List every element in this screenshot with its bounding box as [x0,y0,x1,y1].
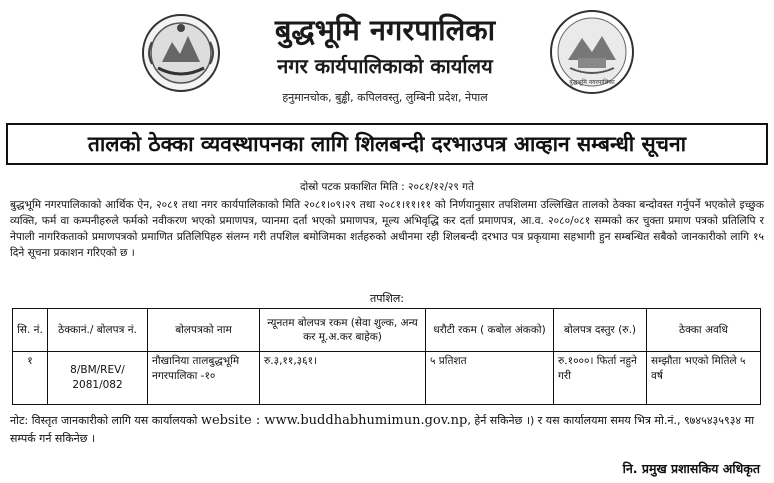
col-contract-no: ठेक्कानं./ बोलपत्र नं. [48,309,148,352]
notice-body: बुद्धभूमि नगरपालिकाको आर्थिक ऐन, २०८१ तथा नगर कार्यपालिकाको मिति २०८१।०९।२९ तथा २०८१।११।११ को निर्णयानुसार तपशिलमा उल्लिखित तालको ठेक्का बन्दोवस्त गर्नुपर्ने भएकोले इच्छुक व्यक्ति, फर्म वा कम्पनीहरुले फर्मको नवीकरण भएको प्रमाणपत्र, प्यानमा दर्ता भएको प्रमाणपत्र, मूल्य अभिवृद्धि कर दर्ता प्रमाणपत्र, आ.व. २०८०/०८१ सम्मको कर चुक्ता प्रमाण पत्रको प्रतिलिपि र नेपाली नागरिकताको प्रमाणपत्रको प्रमाणित प्रतिलिपिहरु संलग्न गरी तपशिल बमोजिमका शर्तहरुको अधीनमा रही शिलबन्दी दरभाउ पत्र प्रकृयामा सहभागी हुन सम्बन्धित सबैको जानकारीको लागि १५ दिने सूचना प्रकाशन गरिएको छ । [10,199,764,259]
cell-bid-name: नौखानिया तालबुद्धभूमि नगरपालिका -१० [148,352,260,405]
col-serial: सि. नं. [13,309,48,352]
office-name: नगर कार्यपालिकाको कार्यालय [277,54,493,78]
letterhead [0,0,774,120]
municipality-seal-icon [548,8,636,96]
republish-date: दोस्रो पटक प्रकाशित मिति : २०८१/१२/२९ गते [299,181,475,193]
note-suffix: , हेर्न सकिनेछ ।) र यस कार्यालयमा समय भित्र मो.नं., ९७४५४३५९३४ मा सम्पर्क गर्न सकिनेछ । [10,414,755,445]
tender-table [12,308,761,405]
col-bid-fee: बोलपत्र दस्तुर (रु.) [554,309,647,352]
table-header-row [13,309,761,352]
footer-note [10,412,764,448]
cell-deposit: ५ प्रतिशत [426,352,554,405]
nepal-emblem-icon [140,12,222,94]
col-min-amount: न्यूनतम बोलपत्र रकम (सेवा शुल्क, अन्य कर मू.अ.कर बाहेक) [260,309,426,352]
cell-duration: सम्झौता भएको मितिले ५ वर्ष [647,352,761,405]
notice-title: तालको ठेक्का व्यवस्थापनका लागि शिलबन्दी दरभाउपत्र आव्हान सम्बन्धी सूचना [6,123,768,165]
office-address: हनुमानचोक, बुड्ढी, कपिलवस्तु, लुम्बिनी प्रदेश, नेपाल [282,91,488,104]
col-duration: ठेक्का अवधि [647,309,761,352]
schedule-label: तपशिल: [369,292,404,305]
signature-title: नि. प्रमुख प्रशासकिय अधिकृत [622,461,760,476]
col-bid-name: बोलपत्रको नाम [148,309,260,352]
cell-bid-fee: रु.१०००। फिर्ता नहुने गरी [554,352,647,405]
cell-serial: १ [13,352,48,405]
website-link[interactable]: website : www.buddhabhumimun.gov.np [200,413,468,428]
note-prefix: नोट: विस्तृत जानकारीको लागि यस कार्यालयको [10,414,198,427]
municipality-name: बुद्धभूमि नगरपालिका [274,13,496,47]
cell-contract-no: 8/BM/REV/ 2081/082 [48,352,148,405]
seal-label: बुद्धभूमि नगरपालिका [569,79,615,86]
table-row [13,352,761,405]
cell-min-amount: रु.३,११,३६१। [260,352,426,405]
col-deposit: धरौटी रकम ( कबोल अंकको) [426,309,554,352]
